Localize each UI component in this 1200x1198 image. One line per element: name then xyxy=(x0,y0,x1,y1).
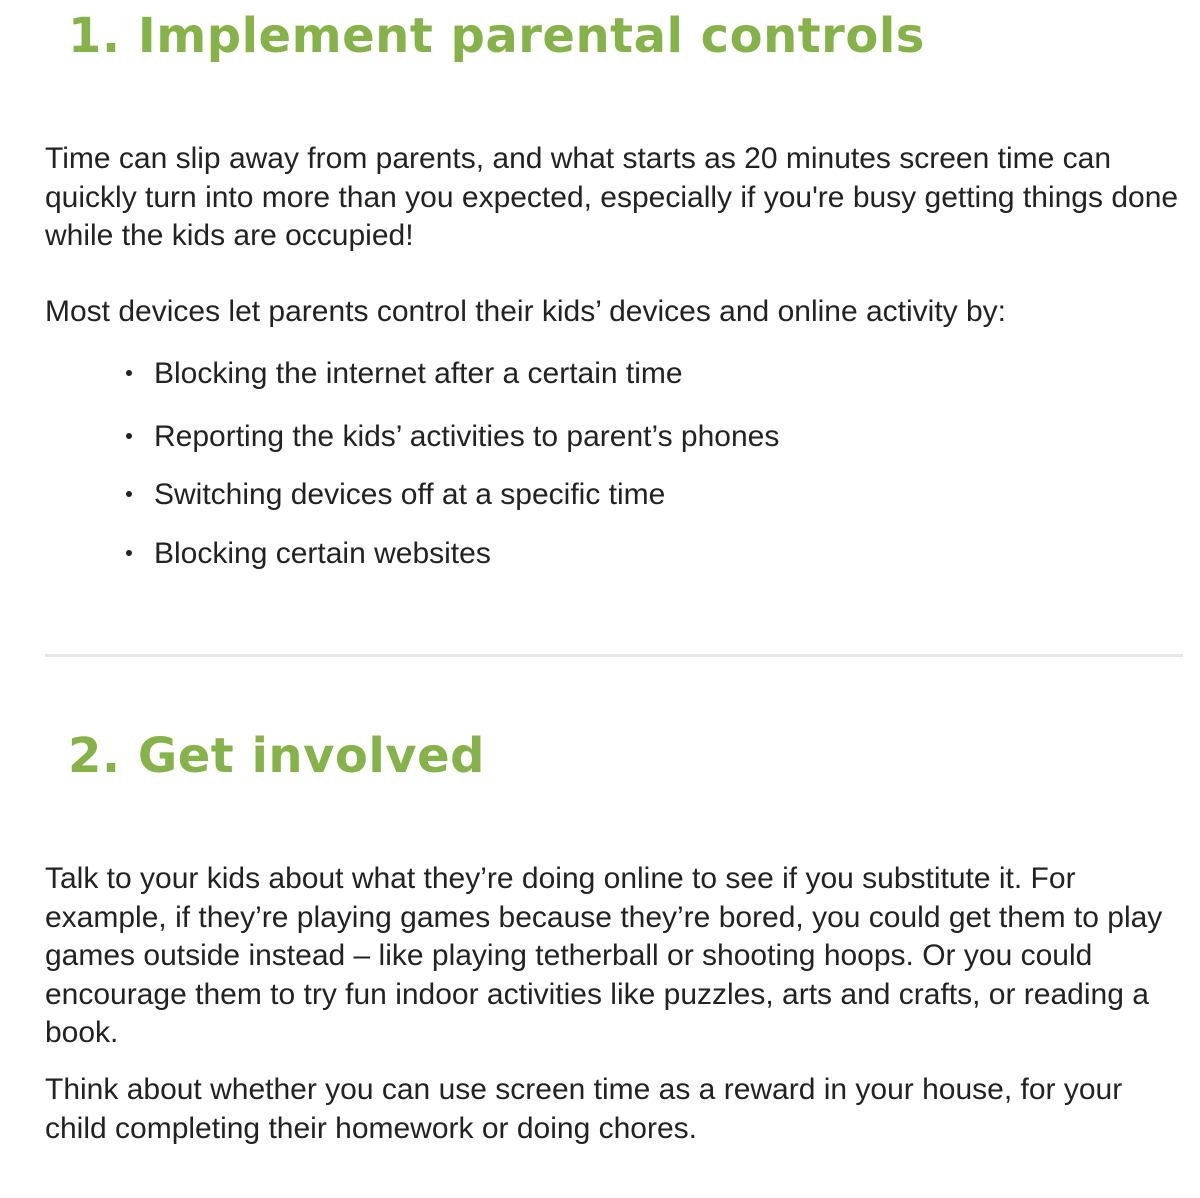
list-item xyxy=(126,535,491,573)
list-item-text: Blocking certain websites xyxy=(154,537,491,570)
section-heading-parental-controls: 1. Implement parental controls xyxy=(68,8,925,64)
bullet-icon xyxy=(126,433,132,439)
talk-to-kids-paragraph: Talk to your kids about what they’re doing online to see if you substitute it. For example, if they’re playing games because they’re bored, you could get them to play games outside instead – like playing tetherball or shooting hoops. Or you could encourage them to try fun indoor activities like puzzles, arts and crafts, or reading a book. xyxy=(45,862,1163,1049)
reward-paragraph: Think about whether you can use screen time as a reward in your house, for your child completing their homework or doing chores. xyxy=(45,1073,1123,1145)
list-item xyxy=(126,418,779,456)
section-divider xyxy=(45,654,1183,657)
list-item-text: Reporting the kids’ activities to parent’s phones xyxy=(154,420,780,453)
list-item xyxy=(126,355,683,393)
bullet-icon xyxy=(126,550,132,556)
bullet-icon xyxy=(126,370,132,376)
section-heading-get-involved: 2. Get involved xyxy=(68,728,485,784)
bullet-icon xyxy=(126,491,132,497)
intro-paragraph: Time can slip away from parents, and what starts as 20 minutes screen time can quickly turn into more than you expected, especially if you're busy getting things done while the kids are occupied! xyxy=(45,142,1179,252)
list-item-text: Blocking the internet after a certain time xyxy=(154,357,683,390)
list-item xyxy=(126,476,665,514)
list-item-text: Switching devices off at a specific time xyxy=(154,478,666,511)
devices-paragraph: Most devices let parents control their kids’ devices and online activity by: xyxy=(45,295,1007,328)
